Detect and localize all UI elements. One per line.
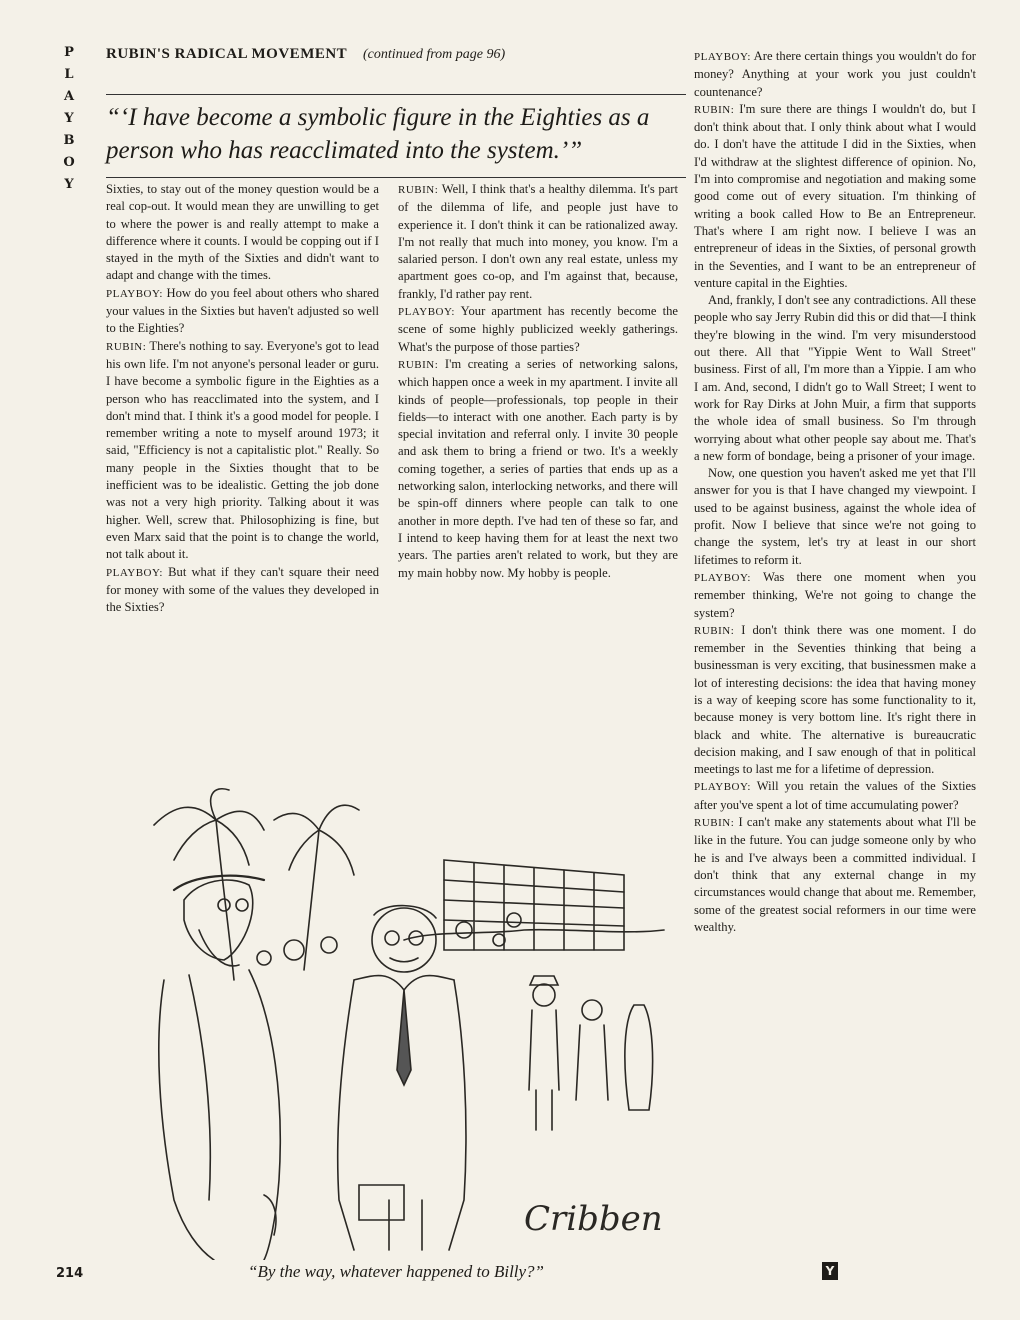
paragraph [694, 622, 976, 779]
paragraph [694, 778, 976, 814]
text-column-2 [398, 181, 678, 582]
paragraph [398, 356, 678, 582]
mag-letter: A [63, 89, 75, 104]
speaker-label: RUBIN: [398, 184, 439, 196]
palm-trunk-2 [304, 830, 319, 970]
hippie-head [184, 880, 253, 960]
speaker-label: RUBIN: [694, 103, 735, 116]
paragraph-text: Now, one question you haven't asked me yet that I'll answer for you is that I have changed my viewpoint. I used to be against business, against the whole idea of profit. Now I believe that since we're not going to change the system, let's try at least in our short lifetimes to reform it. [694, 466, 976, 567]
paragraph-text: But what if they can't square their need for money with some of the values they developed in the Sixties? [106, 564, 379, 615]
speaker-label: RUBIN: [694, 817, 735, 830]
mag-letter: Y [64, 111, 74, 126]
paragraph [106, 338, 379, 564]
paragraph [694, 48, 976, 101]
paragraph [694, 465, 976, 569]
mag-letter: Y [64, 177, 74, 192]
speaker-label: PLAYBOY: [106, 287, 163, 300]
paragraph-text: And, frankly, I don't see any contradictions. All these people who say Jerry Rubin did this or did that—I think they're blowing in the wind. I'm very misunderstood out there. All that "Yippie Went to Wall Street" business. First of all, I'm more than a Yippie. I am who I am. And, second, I didn't go to Wall Street; I went to work for Ray Dirks at John Muir, a firm that supports the whole idea of small business. So I'm through worrying about what other people say about me. That's a new form of bondage, being a prisoner of your image. [694, 293, 976, 463]
speaker-label: RUBIN: [694, 624, 735, 637]
text-column-3 [694, 48, 976, 936]
paragraph [398, 181, 678, 303]
paragraph-text: I'm sure there are things I wouldn't do, but I don't think about that. I only think about what I would do. I don't have the attitude I did in the Sixties, when I'd withdraw at the slightest difference of opinion. No, I'm into compromise and negotiation and making some good come out of every situation. I'm thinking of writing a book called How to Be an Entrepreneur. That's where I am right now. I believe I was an entrepreneur of ideas in the Sixties, of personal growth in the Seventies, and I want to be an entrepreneur of venture capital in the Eighties. [694, 101, 976, 290]
paragraph [106, 285, 379, 338]
speaker-label: PLAYBOY: [694, 781, 751, 794]
speaker-label: PLAYBOY: [106, 566, 163, 579]
paragraph-text: Sixties, to stay out of the money question would be a real cop-out. It would mean they are unwilling to get to where the power is and really attempt to make a difference where it counts. I would be copping out if I stayed in the myth of the Sixties and didn't want to adapt and change with the times. [106, 182, 379, 283]
mag-letter: P [64, 45, 74, 60]
paragraph-text: How do you feel about others who shared your values in the Sixties but haven't adjusted so well to the Eighties? [106, 285, 379, 336]
cartoonist-signature: Cribben [524, 1199, 663, 1239]
speaker-label: PLAYBOY: [398, 306, 455, 319]
paragraph [694, 814, 976, 936]
speaker-label: RUBIN: [398, 358, 439, 371]
paragraph [694, 292, 976, 465]
paragraph-text: Well, I think that's a healthy dilemma. It's part of the dilemma of life, and people just have to experience it. I don't think it can be rationalized away. I'm not really that much into money, you know. I'm a salaried person. I don't own any real estate, unless my apartment goes co-op, and I'm against that, because, frankly, I'd rather pay rent. [398, 182, 678, 301]
paragraph [106, 181, 379, 285]
speaker-label: PLAYBOY: [694, 571, 751, 584]
article-header [106, 46, 686, 70]
palm-trunk-1 [216, 820, 234, 980]
mag-letter: B [63, 133, 75, 148]
cartoon-caption: “By the way, whatever happened to Billy?” [247, 1262, 545, 1281]
paragraph-text: There's nothing to say. Everyone's got to lead his own life. I'm not anyone's personal leader or guru. I have become a symbolic figure in the Eighties as a person who has reacclimated into the system, and I don't mind that. I think it's a good model for people. I remember writing a note to myself around 1973; it said, "Efficiency is not a capitalistic plot." Really. So many people in the Sixties thought that to be inefficient was to be idealistic. Getting the job done was not a very high priority. Talking about it was higher. Well, screw that. Philosophizing is fine, but even Marx said that the point is to change the world, not talk about it. [106, 338, 380, 562]
cartoon-illustration [104, 780, 684, 1260]
magazine-name-vertical [56, 42, 82, 196]
pull-quote: “‘I have become a symbolic figure in the Eighties as a person who has reacclimated into the system.’” [106, 94, 686, 178]
paragraph-text: Your apartment has recently become the scene of some highly publicized weekly gatherings. What's the purpose of those parties? [398, 304, 678, 354]
paragraph-text: I don't think there was one moment. I do remember in the Seventies thinking that being a businessman is very exciting, that businessmen make a lot of interesting decisions: the idea that having money is a way of keeping score has some functionality to it, because money is very bottom line. It's right there in black and white. The alternative is bureaucratic decision making, and I saw enough of that in political meetings to last me for a lifetime of depression. [694, 622, 976, 777]
article-title: RUBIN'S RADICAL MOVEMENT [106, 46, 348, 62]
paragraph-text: I'm creating a series of networking salons, which happen once a week in my apartment. I invite all kinds of people—professionals, top people in their fields—to interact with one another. Each party is by special invitation and referral only. I invite 30 people and ask them to bring a friend or two. It's a weekly coming together, a series of parties that ends up as a networking salon, interlocking networks, and there will be spin-off dinners where people can talk to one another in more depth. I've had ten of these so far, and I intend to keep having them for at least the next two years. The parties aren't related to work, but they are my main hobby now. My hobby is people. [398, 356, 678, 580]
paragraph-text: Are there certain things you wouldn't do for money? Anything at your work you just couldn't countenance? [694, 49, 976, 99]
mag-letter: O [63, 155, 75, 170]
page-number: 214 [56, 1266, 84, 1281]
continued-note: (continued from page 96) [362, 47, 506, 62]
text-column-1 [106, 181, 379, 616]
paragraph [398, 303, 678, 356]
paragraph [106, 564, 379, 617]
paragraph-text: Was there one moment when you remember thinking, We're not going to change the system? [694, 569, 977, 620]
paragraph [694, 569, 976, 622]
end-mark-icon: Y [822, 1262, 838, 1280]
mag-letter: L [64, 67, 74, 82]
paragraph [694, 101, 976, 292]
speaker-label: PLAYBOY: [694, 51, 751, 63]
paragraph-text: Will you retain the values of the Sixties after you've spent a lot of time accumulating power? [694, 779, 976, 812]
speaker-label: RUBIN: [106, 340, 147, 353]
paragraph-text: I can't make any statements about what I'll be like in the future. You can judge someone only by who he is and I've always been a committed individual. I don't think that any external change in my circumstances would change that about me. Remember, some of the greatest social reformers in our time were wealthy. [694, 815, 976, 934]
